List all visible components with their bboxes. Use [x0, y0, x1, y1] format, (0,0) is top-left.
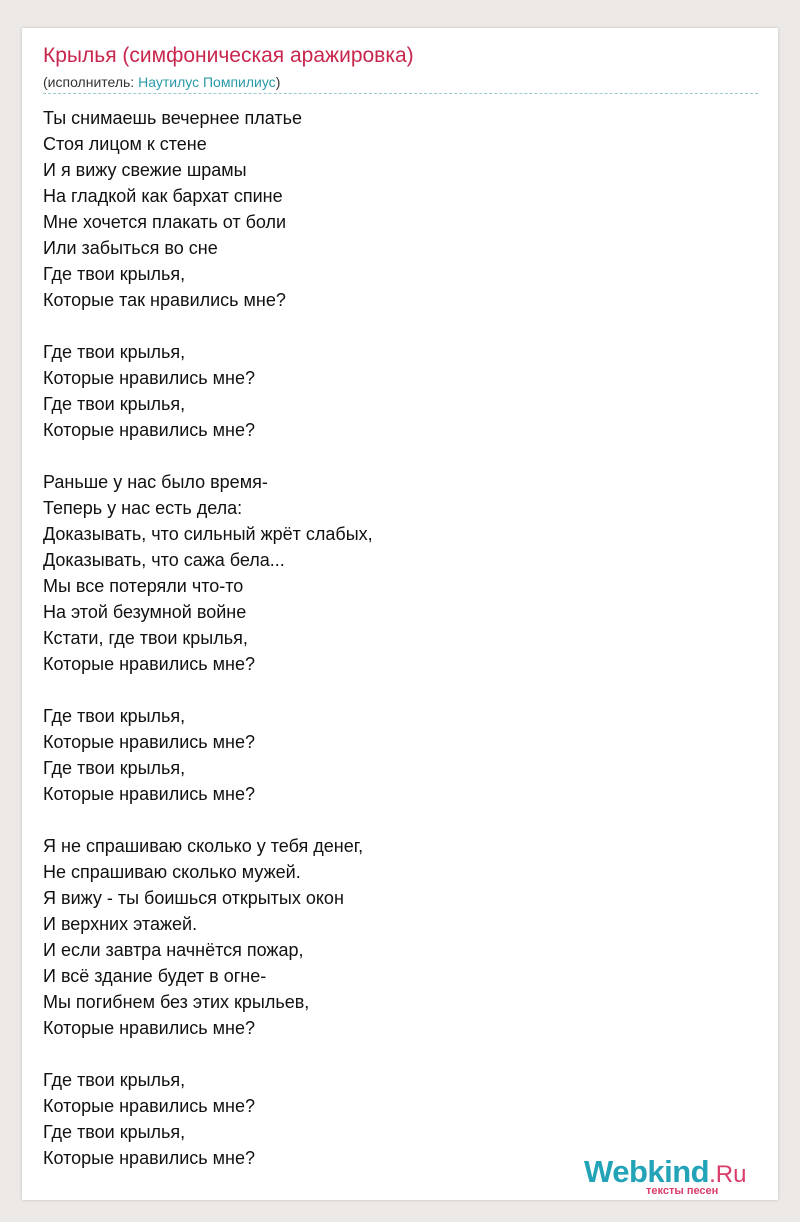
lyric-line: Которые нравились мне?: [43, 732, 255, 752]
lyric-line: Которые нравились мне?: [43, 368, 255, 388]
lyric-line: Где твои крылья,: [43, 1122, 186, 1142]
lyric-line: Мы погибнем без этих крыльев,: [43, 992, 310, 1012]
lyric-line: На этой безумной войне: [43, 602, 247, 622]
artist-link[interactable]: Наутилус Помпилиус: [138, 74, 276, 90]
logo-tagline: тексты песен: [646, 1185, 719, 1197]
stanza: [43, 469, 373, 677]
lyric-line: Доказывать, что сажа бела...: [43, 550, 285, 570]
stanza: [43, 703, 373, 807]
lyric-line: Стоя лицом к стене: [43, 134, 207, 154]
lyric-line: Которые нравились мне?: [43, 654, 255, 674]
song-title: Крылья (симфоническая аражировка): [43, 44, 414, 67]
artist-suffix: ): [275, 74, 281, 90]
lyric-line: Которые нравились мне?: [43, 1018, 255, 1038]
lyric-line: И всё здание будет в огне-: [43, 966, 267, 986]
lyric-line: Которые нравились мне?: [43, 1148, 255, 1168]
artist-prefix: (исполнитель:: [43, 74, 139, 90]
lyric-line: Или забыться во сне: [43, 238, 218, 258]
lyric-line: Я не спрашиваю сколько у тебя денег,: [43, 836, 364, 856]
lyric-line: Доказывать, что сильный жрёт слабых,: [43, 524, 373, 544]
stanza: [43, 105, 373, 313]
artist-line: [43, 74, 280, 90]
lyric-line: И я вижу свежие шрамы: [43, 160, 247, 180]
lyric-line: Где твои крылья,: [43, 758, 186, 778]
lyric-line: Которые так нравились мне?: [43, 290, 286, 310]
lyric-line: Не спрашиваю сколько мужей.: [43, 862, 301, 882]
logo-name: Webkind: [584, 1154, 710, 1189]
lyric-line: Где твои крылья,: [43, 342, 186, 362]
webkind-logo[interactable]: [584, 1154, 774, 1198]
stanza: [43, 833, 373, 1041]
lyric-line: Где твои крылья,: [43, 394, 186, 414]
divider: [43, 93, 758, 94]
stanza: [43, 1067, 373, 1171]
lyrics-card: [22, 28, 778, 1200]
lyric-line: Которые нравились мне?: [43, 420, 255, 440]
lyric-line: Мне хочется плакать от боли: [43, 212, 287, 232]
lyric-line: Мы все потеряли что-то: [43, 576, 244, 596]
lyric-line: И верхних этажей.: [43, 914, 198, 934]
stanza: [43, 339, 373, 443]
logo-domain: .Ru: [709, 1161, 747, 1188]
lyric-line: Где твои крылья,: [43, 1070, 186, 1090]
lyric-line: Ты снимаешь вечернее платье: [43, 108, 302, 128]
lyric-line: На гладкой как бархат спине: [43, 186, 283, 206]
lyric-line: Где твои крылья,: [43, 264, 186, 284]
lyric-line: И если завтра начнётся пожар,: [43, 940, 304, 960]
lyric-line: Я вижу - ты боишься открытых окон: [43, 888, 344, 908]
lyric-line: Которые нравились мне?: [43, 1096, 255, 1116]
lyric-line: Теперь у нас есть дела:: [43, 498, 243, 518]
lyric-line: Которые нравились мне?: [43, 784, 255, 804]
lyric-line: Раньше у нас было время-: [43, 472, 268, 492]
lyric-line: Где твои крылья,: [43, 706, 186, 726]
lyrics-text: [43, 105, 373, 1171]
lyric-line: Кстати, где твои крылья,: [43, 628, 248, 648]
